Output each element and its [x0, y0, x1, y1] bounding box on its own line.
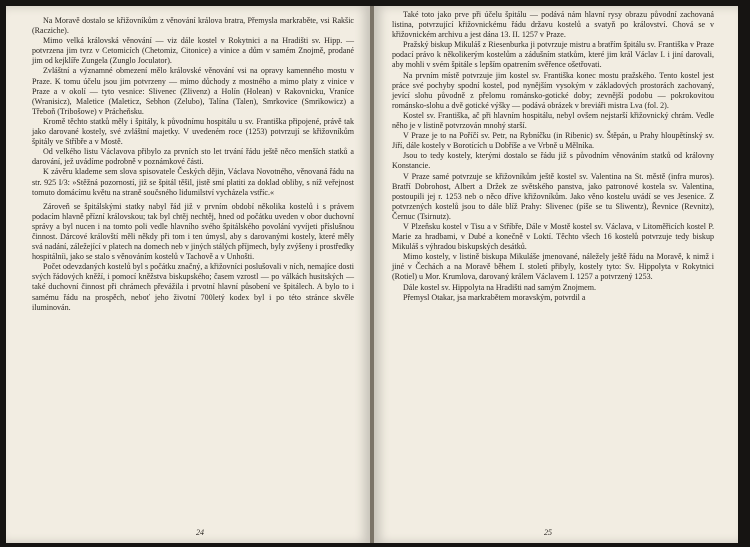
- paragraph: V Praze samé potvrzuje se křižovníkům ještě kostel sv. Valentina na St. městě (infra muros). Bratří Dobrohost, Albert a Držek ze světského panstva, jako patronové kostela sv. Valentina, postoupili jej r. 1253 neb o něco dříve křižovníkům. Jako věno kostelu uvádí se ves Jesenice. Z potvrzených kostelů jsou to dále blíž Prahy: Slivenec (píše se tu Sliwentz), Řevnice (Revnitz), Černuc (Tsirnutz).: [392, 171, 714, 221]
- paragraph: Kostel sv. Františka, ač při hlavním hospitálu, nebyl ovšem nejstarší křižovnický chrám. Vedle něho je v listině potvrzován mnohý starší.: [392, 110, 714, 131]
- paragraph: V Plzeňsku kostel v Tisu a v Stříbře, Dále v Mostě kostel sv. Václava, v Litoměřicích kostel P. Marie za hradbami, v Dubé a konečně v Loktí. Těchto všech 16 kostelů potvrzuje tedy biskup Mikuláš s výhradou biskupských desátků.: [392, 221, 714, 252]
- paragraph: Dále kostel sv. Hippolyta na Hradišti nad samým Znojmem.: [403, 282, 597, 292]
- left-page: [6, 6, 370, 543]
- paragraph: Zároveň se špitálskými statky nabyl řád již v prvním období několika kostelů i s právem podacím hlavně přízní královskou; tak byl chtěj nechtěj, hned od počátku uveden v obor duchovní správy a byl nucen i na tomto poli vedle hlavního svého špitálského povolání vyvíjeti příslušnou činnost. Dárcové královští měli někdy při tom i ten úmysl, aby s darovanými kostely, které měly svá nadání, záležející v platech na domech neb v jiných stálých příjmech, byly zvýšeny i prostředky hospitálníi, jako se stalo s věnováním kostelů v Tachově a v Unhošti.: [32, 201, 354, 262]
- paragraph: Přemysl Otakar, jsa markrabětem moravským, potvrdil a: [403, 292, 586, 302]
- paragraph: Na Moravě dostalo se křižovníkům z věnování králova bratra, Přemysla markraběte, vsi Rakšic (Racziche).: [32, 16, 354, 36]
- right-page-text: [392, 10, 714, 303]
- paragraph: K závěru klademe sem slova spisovatele Českých dějin, Václava Novotného, věnovaná řádu na str. 925 I/3: »Stěžná pozorností, již se špitál těšil, jistě smí platiti za doklad obliby, s níž veřejnost tomuto domácímu květu na straně součsného lidumilství vycházela vstříc.«: [32, 167, 354, 197]
- page-number: 24: [196, 528, 204, 537]
- paragraph: Na prvním místě potvrzuje jim kostel sv. Františka konec mostu pražského. Tento kostel jest práce své pochyby spodní kostel, pod nynějším vysokým v základových prostorách zachovaný, jevící slohu původně z přelomu románsko-gotické doby; zevnější podobu — pokrokovitou románsko-slohu a dvě gotické výšky — podává obrázek v breviáři mistra Lva (fol. 2).: [392, 70, 714, 110]
- paragraph: Mimo velká královská věnování — viz dále kostel v Rokytnici a na Hradišti sv. Hipp. — potvrzena jim tvrz v Cetomicích (Chetomiz, Citonice) a vinice a dům v samém Znojmě, prodané jim od kejklíře Zungela (Zunglo Joculator).: [32, 36, 354, 66]
- paragraph: Zvláštní a významné obmezení mělo královské věnování vsi na opravy kamenného mostu v Praze. K tomu účelu jsou jim potvrzeny — mimo důchody z mostného a mimo platy z vinice v Praze a v okolí — tyto vesnice: Slivenec (Zlivenz) a Holín (Holean) v Rakovnicku, Vraníce (Wranisicz), Maletice (Maleticz, Sebhon (Zelubo), Talína (Talen), Smrkovice (Smrikowicz) a Třeboň (Tribošowe) v Prácheňsku.: [32, 66, 354, 116]
- right-page: [374, 6, 738, 543]
- paragraph: Také toto jako prve při účelu špitálu — podává nám hlavní rysy obrazu původní zachovaná listina, potvrzující křižovnickému řádu državu kostelů a svatyň po království. Chová se v křižovnickém archivu a jest dána 13. II. 1257 v Praze.: [392, 10, 714, 40]
- paragraph: Kromě těchto statků měly i špitály, k původnímu hospitálu u sv. Františka připojené, právě tak jako darované kostely, své zvláštní majetky. V uvedeném roce (1253) potvrzují se křižovníkům špitály ve Stříbře a v Mostě.: [32, 116, 354, 147]
- page-number: 25: [544, 528, 552, 537]
- paragraph: Jsou to tedy kostely, kterými dostalo se řádu již s původním věnováním statků od královny Konstancie.: [392, 151, 714, 171]
- paragraph: V Praze je to na Poříčí sv. Petr, na Rybníčku (in Ribenic) sv. Štěpán, u Prahy hloupětínský sv. Jiří, dále kostely v Borotících u Dobříše a ve Vrbně u Mělníka.: [392, 131, 714, 151]
- paragraph: Mimo kostely, v listině biskupa Mikuláše jmenované, náležely ještě řádu na Moravě, k nimž i jiné v Čechách a na Moravě během I. století přibyly, kostely tyto: Sv. Hippolyta v Rokytnici (Rotiel) u Mor. Krumlova, darovaný králem Václavem I. 1257 a potvrzený 1253.: [392, 252, 714, 282]
- left-page-text: [32, 16, 354, 313]
- paragraph: Počet odevzdaných kostelů byl s počátku značný, a křižovníci poslušovali v ních, nemajíce dosti svých řádových kněží, i pomocí kněžstva biskupského; časem vzrostl — po válkách husitských — také duchovní činnost při chrámech převážila i prvotní hlavní působení ve špitálech. A bylo to i samému řádu na prospěch, neboť jeho životní 700letý kodex byl i po této stránce skvěle iluminován.: [32, 262, 354, 312]
- paragraph: Pražský biskup Mikuláš z Riesenburka ji potvrzuje mistru a bratřím špitálu sv. Františka v Praze podací právo k několikerým kostelům a zádušním statkům, které jim král Václav I. i jiní darovali, aby mohli v svém špitále s lepším opatrením svěřence ošetřovati.: [392, 40, 714, 70]
- paragraph: Od velkého listu Václavova přibylo za prvních sto let trvání řádu ještě něco menších statků a darování, jež uvádíme podrobně v poznámkové části.: [32, 147, 354, 167]
